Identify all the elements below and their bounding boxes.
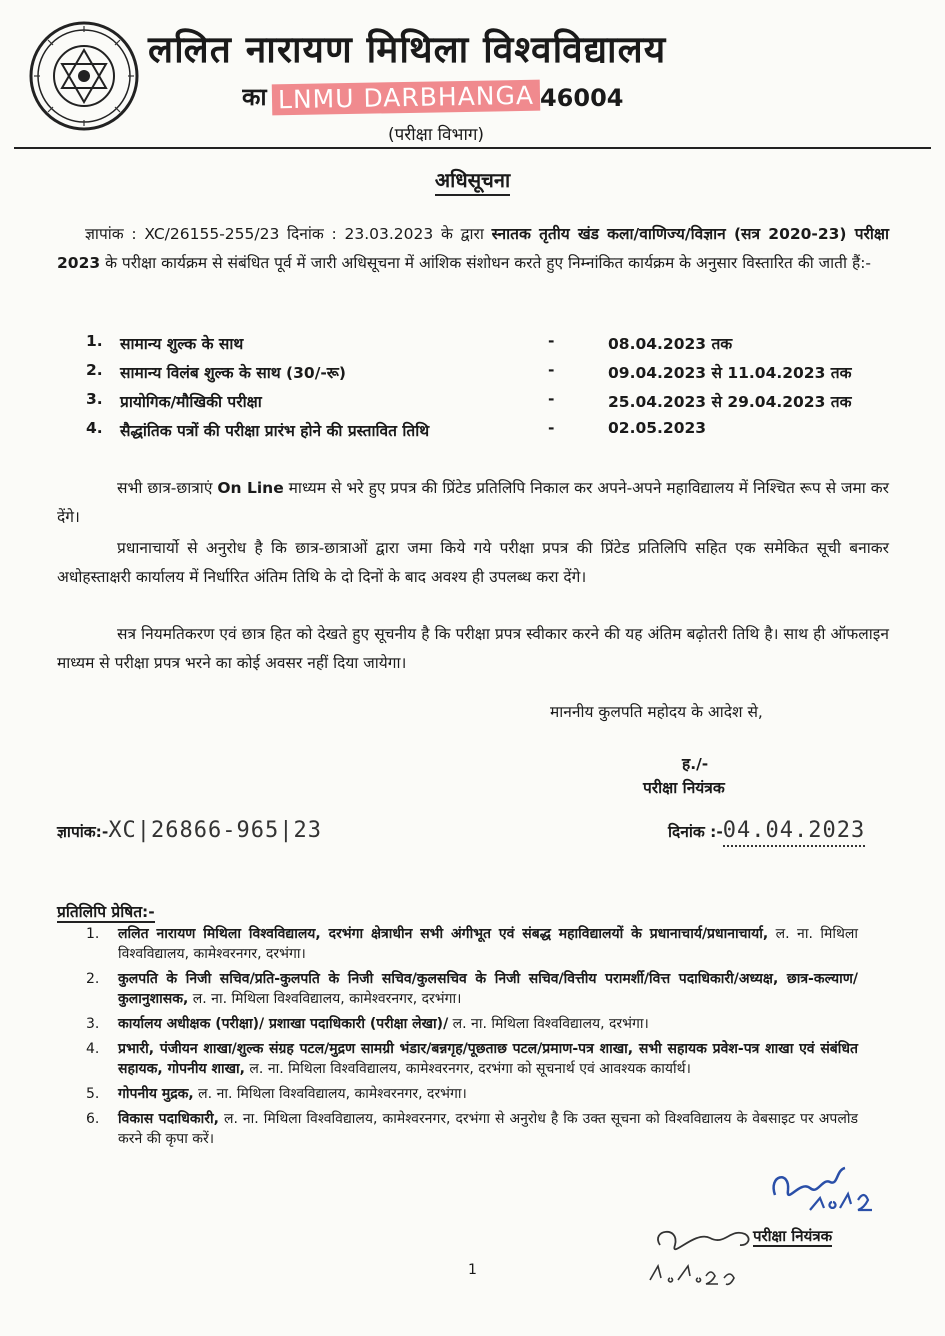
online-paragraph: सभी छात्र-छात्राएं On Line माध्यम से भरे हुए प्रपत्र की प्रिंटेड प्रतिलिपि निकाल कर अपने-अपने महाविद्यालय में निश्चित रूप से जमा कर देंगे। (57, 479, 889, 526)
principal-request-paragraph: प्रधानाचार्यो से अनुरोध है कि छात्र-छात्राओं द्वारा जमा किये गये परीक्षा प्रपत्र की प्रिंटेड प्रतिलिपि सहित एक समेकित सूची बनाकर अधोहस्ताक्षरी कार्यालय में निर्धारित अंतिम तिथि के दो दिनों के बाद अवश्य ही उपलब्ध करा देंगे। (57, 539, 889, 586)
address-stamp: LNMU DARBHANGA (272, 80, 540, 116)
intro-paragraph: ज्ञापांक : XC/26155-255/23 दिनांक : 23.03.2023 के द्वारा स्नातक तृतीय खंड कला/वाणिज्य/विज्ञान (सत्र 2020-23) परीक्षा 2023 के परीक्षा कार्यक्रम से संबंधित पूर्व में जारी अधिसूचना में आंशिक संशोधन करते हुए निम्नांकित कार्यक्रम के अनुसार विस्तारित की जाती हैं:- (57, 225, 889, 272)
header-divider (14, 147, 931, 149)
department-name: (परीक्षा विभाग) (388, 125, 485, 145)
list-item: 3. कार्यालय अधीक्षक (परीक्षा)/ प्रशाखा पदाधिकारी (परीक्षा लेखा)/ ल. ना. मिथिला विश्वविद्यालय, दरभंगा। (86, 1016, 649, 1032)
list-item: 6. विकास पदाधिकारी, ल. ना. मिथिला विश्वविद्यालय, कामेश्वरनगर, दरभंगा से अनुरोध है कि उक्त सूचना को विश्वविद्यालय के वेबसाइट पर अपलोड करने की कृपा करें। (86, 1111, 858, 1147)
vc-order-text: माननीय कुलपति महोदय के आदेश से, (550, 703, 763, 721)
footer-controller: परीक्षा नियंत्रक (753, 1227, 833, 1245)
memo-date-value: 04.04.2023 (723, 818, 865, 847)
address-line (242, 80, 623, 113)
university-name: ललित नारायण मिथिला विश्वविद्यालय (148, 28, 667, 71)
list-item: 5. गोपनीय मुद्रक, ल. ना. मिथिला विश्वविद्यालय, कामेश्वरनगर, दरभंगा। (86, 1086, 467, 1102)
memo-date: दिनांक :-04.04.2023 (668, 818, 865, 843)
memo-number-value: XC|26866-965|23 (108, 818, 322, 843)
schedule-list (86, 332, 886, 448)
list-item: 2. कुलपति के निजी सचिव/प्रति-कुलपति के निजी सचिव/कुलसचिव के निजी सचिव/वित्तीय परामर्शी/वित्त पदाधिकारी/अध्यक्ष, छात्र-कल्याण/कुलानुशासक, ल. ना. मिथिला विश्वविद्यालय, कामेश्वरनगर, दरभंगा। (86, 971, 858, 1007)
schedule-row: 1. सामान्य शुल्क के साथ - 08.04.2023 तक (86, 332, 733, 353)
copy-to-list (86, 924, 858, 1154)
list-item: 4. प्रभारी, पंजीयन शाखा/शुल्क संग्रह पटल/मुद्रण सामग्री भंडार/बन्नगृह/पूछताछ पटल/प्रमाण-पत्र शाखा, सभी सहायक प्रवेश-पत्र शाखा एवं संबंधित सहायक, गोपनीय शाखा, ल. ना. मिथिला विश्वविद्यालय, कामेश्वरनगर, दरभंगा को सूचनार्थ एवं आवश्यक कार्यार्थ। (86, 1041, 858, 1077)
list-item: 1. ललित नारायण मिथिला विश्वविद्यालय, दरभंगा क्षेत्राधीन सभी अंगीभूत एवं संबद्ध महाविद्यालयों के प्रधानाचार्य/प्रधानाचार्या, ल. ना. मिथिला विश्वविद्यालय, कामेश्वरनगर, दरभंगा। (86, 926, 859, 962)
university-seal-icon (28, 20, 140, 132)
schedule-row: 3. प्रायोगिक/मौखिकी परीक्षा - 25.04.2023 से 29.04.2023 तक (86, 390, 852, 411)
final-extension-paragraph: सत्र नियमतिकरण एवं छात्र हित को देखते हुए सूचनीय है कि परीक्षा प्रपत्र स्वीकार करने की यह अंतिम बढ़ोतरी तिथि है। साथ ही ऑफलाइन माध्यम से परीक्षा प्रपत्र भरने का कोई अवसर नहीं दिया जायेगा। (57, 625, 889, 672)
schedule-row: 4. सैद्धांतिक पत्रों की परीक्षा प्रारंभ होने की प्रस्तावित तिथि - 02.05.2023 (86, 419, 707, 440)
address-pin: 46004 (539, 84, 624, 112)
notice-title: अधिसूचना (0, 166, 945, 193)
schedule-row: 2. सामान्य विलंब शुल्क के साथ (30/-रू) - 09.04.2023 से 11.04.2023 तक (86, 361, 852, 382)
page-number: 1 (468, 1262, 477, 1278)
signed-mark: ह./- (682, 755, 709, 773)
memo-number: ज्ञापांक:-XC|26866-965|23 (57, 818, 322, 843)
signatory-title: परीक्षा नियंत्रक (643, 779, 725, 797)
address-prefix: का (242, 83, 267, 111)
copy-to-heading: प्रतिलिपि प्रेषित:- (57, 903, 155, 921)
